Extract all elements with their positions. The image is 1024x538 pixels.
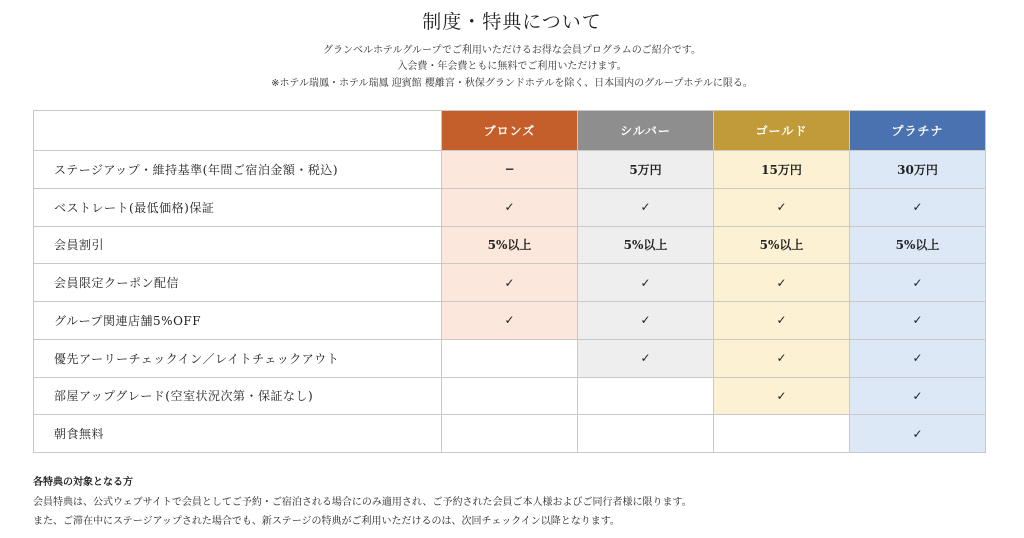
table-row [34, 302, 986, 340]
check-icon: ✓ [578, 188, 714, 226]
feature-label: 朝食無料 [34, 415, 442, 453]
notes-section [33, 473, 993, 531]
feature-label: グループ関連店舗5%OFF [34, 302, 442, 340]
table-row [34, 415, 986, 453]
check-icon: ✓ [850, 264, 986, 302]
tier-header-silver: シルバー [578, 111, 714, 151]
feature-label: 会員限定クーポン配信 [34, 264, 442, 302]
feature-label: 会員割引 [34, 226, 442, 264]
check-icon: ✓ [714, 188, 850, 226]
intro-line: 入会費・年会費ともに無料でご利用いただけます。 [397, 61, 627, 72]
empty-cell [442, 339, 578, 377]
feature-label: ステージアップ・維持基準(年間ご宿泊金額・税込) [34, 151, 442, 189]
notes-line: また、ご滞在中にステージアップされた場合でも、新ステージの特典がご利用いただけるのは、次回チェックイン以降となります。 [33, 516, 620, 527]
notes-heading: 各特典の対象となる方 [33, 477, 133, 488]
feature-label: ベストレート(最低価格)保証 [34, 188, 442, 226]
check-icon: ✓ [442, 264, 578, 302]
intro-line: グランベルホテルグループでご利用いただけるお得な会員プログラムのご紹介です。 [323, 45, 701, 56]
bronze-value: 5%以上 [442, 226, 578, 264]
check-icon: ✓ [850, 377, 986, 415]
check-icon: ✓ [578, 339, 714, 377]
check-icon: ✓ [714, 264, 850, 302]
check-icon: ✓ [578, 302, 714, 340]
notes-line: 会員特典は、公式ウェブサイトで会員としてご予約・ご宿泊される場合にのみ適用され、ご予約された会員ご本人様およびご同行者様に限ります。 [33, 497, 692, 508]
empty-cell [442, 377, 578, 415]
check-icon: ✓ [714, 302, 850, 340]
platinum-value: 30万円 [850, 151, 986, 189]
check-icon: ✓ [442, 188, 578, 226]
tier-header-bronze: ブロンズ [442, 111, 578, 151]
page-title: 制度・特典について [422, 11, 602, 33]
tier-header-platinum: プラチナ [850, 111, 986, 151]
table-row [34, 264, 986, 302]
gold-value: 5%以上 [714, 226, 850, 264]
header-blank-cell [34, 111, 442, 151]
check-icon: ✓ [850, 339, 986, 377]
intro-line: ※ホテル瑞鳳・ホテル瑞鳳 迎賓館 櫻離宮・秋保グランドホテルを除く、日本国内のグループホテルに限る。 [271, 78, 753, 89]
empty-cell [578, 415, 714, 453]
table-row [34, 151, 986, 189]
empty-cell [714, 415, 850, 453]
check-icon: ✓ [714, 339, 850, 377]
feature-label: 優先アーリーチェックイン／レイトチェックアウト [34, 339, 442, 377]
check-icon: ✓ [850, 302, 986, 340]
check-icon: ✓ [714, 377, 850, 415]
check-icon: ✓ [850, 415, 986, 453]
table-row [34, 377, 986, 415]
feature-label: 部屋アップグレード(空室状況次第・保証なし) [34, 377, 442, 415]
membership-benefits-table [33, 110, 986, 453]
platinum-value: 5%以上 [850, 226, 986, 264]
empty-cell [442, 415, 578, 453]
empty-cell [578, 377, 714, 415]
table-row [34, 226, 986, 264]
silver-value: 5万円 [578, 151, 714, 189]
tier-header-row [34, 111, 986, 151]
tier-header-gold: ゴールド [714, 111, 850, 151]
check-icon: ✓ [578, 264, 714, 302]
table-row [34, 188, 986, 226]
table-row [34, 339, 986, 377]
gold-value: 15万円 [714, 151, 850, 189]
check-icon: ✓ [850, 188, 986, 226]
silver-value: 5%以上 [578, 226, 714, 264]
check-icon: ✓ [442, 302, 578, 340]
bronze-value: − [442, 151, 578, 189]
